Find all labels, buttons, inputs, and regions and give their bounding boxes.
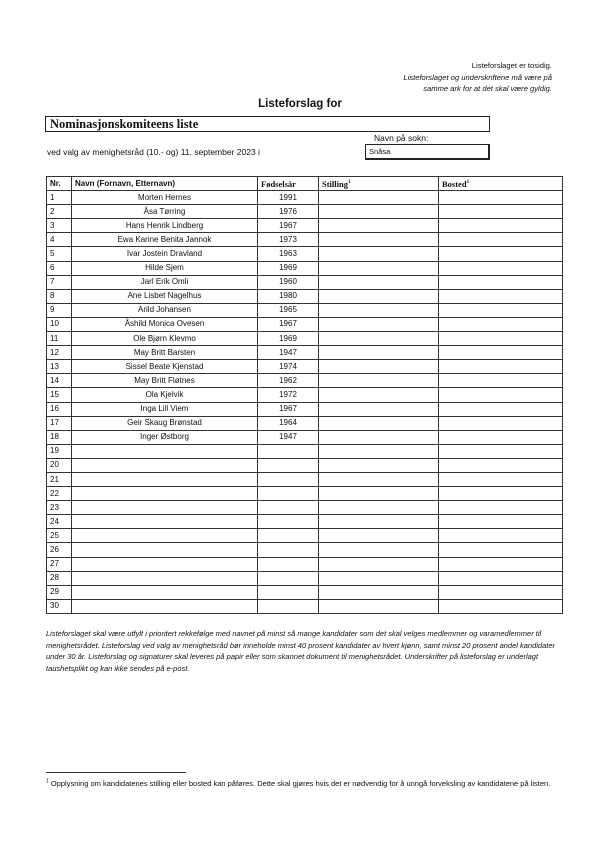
residence-cell[interactable]	[439, 599, 563, 613]
birth-year[interactable]: 1967	[258, 219, 319, 233]
residence-cell[interactable]	[439, 374, 563, 388]
residence-cell[interactable]	[439, 472, 563, 486]
residence-cell[interactable]	[439, 205, 563, 219]
position-cell[interactable]	[319, 501, 439, 515]
candidate-name[interactable]: May Britt Barsten	[72, 346, 258, 360]
footnote-divider	[46, 772, 186, 773]
position-cell[interactable]	[319, 388, 439, 402]
residence-cell[interactable]	[439, 261, 563, 275]
birth-year[interactable]	[258, 599, 319, 613]
position-cell[interactable]	[319, 303, 439, 317]
candidate-name[interactable]: Hans Henrik Lindberg	[72, 219, 258, 233]
residence-cell[interactable]	[439, 543, 563, 557]
position-cell[interactable]	[319, 585, 439, 599]
birth-year[interactable]: 1960	[258, 275, 319, 289]
election-text: ved valg av menighetsråd (10.- og) 11. september 2023 i	[47, 147, 260, 157]
birth-year[interactable]	[258, 472, 319, 486]
residence-cell[interactable]	[439, 360, 563, 374]
position-cell[interactable]	[319, 543, 439, 557]
position-cell[interactable]	[319, 430, 439, 444]
row-number: 21	[47, 472, 72, 486]
birth-year[interactable]: 1974	[258, 360, 319, 374]
birth-year[interactable]: 1972	[258, 388, 319, 402]
birth-year[interactable]: 1962	[258, 374, 319, 388]
row-number: 11	[47, 332, 72, 346]
residence-cell[interactable]	[439, 233, 563, 247]
residence-cell[interactable]	[439, 571, 563, 585]
row-number: 12	[47, 346, 72, 360]
residence-cell[interactable]	[439, 219, 563, 233]
candidate-name[interactable]	[72, 501, 258, 515]
candidate-name[interactable]: Ewa Karine Benita Jannok	[72, 233, 258, 247]
row-number: 4	[47, 233, 72, 247]
residence-cell[interactable]	[439, 557, 563, 571]
residence-cell[interactable]	[439, 346, 563, 360]
birth-year[interactable]	[258, 458, 319, 472]
birth-year[interactable]: 1969	[258, 332, 319, 346]
table-row	[47, 346, 563, 360]
row-number: 25	[47, 529, 72, 543]
birth-year[interactable]: 1965	[258, 303, 319, 317]
position-cell[interactable]	[319, 458, 439, 472]
birth-year[interactable]: 1947	[258, 346, 319, 360]
position-cell[interactable]	[319, 571, 439, 585]
table-row	[47, 501, 563, 515]
instructions-text: Listeforslaget skal være utfylt i prioritert rekkefølge med navnet på minst så mange kandidater som det skal velges medlemmer og varamedlemmer til menighetsrådet. Listeforslag ved valg av menighetsråd bør inneholde minst 40 prosent kandidater av hvert kjønn, samt minst 20 prosent andel kandidater under 30 år. Listeforslag og signaturer skal leveres på papir eller som skannet dokument til menighetsrådet. Underskrifter på listeforslag er underlagt taushetsplikt og kan ikke sendes på e-post.	[46, 629, 556, 673]
sokn-label: Navn på sokn:	[374, 133, 429, 143]
candidate-name[interactable]: Ola Kjelvik	[72, 388, 258, 402]
residence-cell[interactable]	[439, 501, 563, 515]
position-cell[interactable]	[319, 205, 439, 219]
birth-year[interactable]: 1967	[258, 317, 319, 331]
position-cell[interactable]	[319, 191, 439, 205]
candidate-name[interactable]: Ivar Jostein Dravland	[72, 247, 258, 261]
position-cell[interactable]	[319, 261, 439, 275]
header-name: Navn (Fornavn, Etternavn)	[72, 177, 258, 191]
table-row	[47, 585, 563, 599]
table-row	[47, 332, 563, 346]
candidate-name[interactable]	[72, 458, 258, 472]
position-cell[interactable]	[319, 247, 439, 261]
row-number: 20	[47, 458, 72, 472]
birth-year[interactable]: 1976	[258, 205, 319, 219]
birth-year[interactable]	[258, 444, 319, 458]
candidate-name[interactable]: May Britt Fløtnes	[72, 374, 258, 388]
row-number: 8	[47, 289, 72, 303]
table-row	[47, 557, 563, 571]
position-cell[interactable]	[319, 472, 439, 486]
birth-year[interactable]	[258, 543, 319, 557]
birth-year[interactable]: 1991	[258, 191, 319, 205]
position-cell[interactable]	[319, 219, 439, 233]
row-number: 28	[47, 571, 72, 585]
sokn-field[interactable]: Snåsa	[365, 144, 490, 160]
candidate-name[interactable]: Ole Bjørn Klevmo	[72, 332, 258, 346]
footnote-ref: 1	[466, 179, 470, 185]
table-row	[47, 402, 563, 416]
birth-year[interactable]: 1969	[258, 261, 319, 275]
candidate-name[interactable]: Arild Johansen	[72, 303, 258, 317]
residence-cell[interactable]	[439, 416, 563, 430]
residence-cell[interactable]	[439, 247, 563, 261]
residence-cell[interactable]	[439, 444, 563, 458]
row-number: 23	[47, 501, 72, 515]
position-cell[interactable]	[319, 444, 439, 458]
header-year: Fødselsår	[258, 177, 319, 191]
footnote-ref: 1	[347, 179, 351, 185]
candidate-name[interactable]	[72, 515, 258, 529]
row-number: 17	[47, 416, 72, 430]
position-cell[interactable]	[319, 233, 439, 247]
list-name-field[interactable]: Nominasjonskomiteens liste	[45, 116, 490, 132]
position-cell[interactable]	[319, 275, 439, 289]
row-number: 29	[47, 585, 72, 599]
candidate-name[interactable]	[72, 487, 258, 501]
birth-year[interactable]: 1963	[258, 247, 319, 261]
position-cell[interactable]	[319, 317, 439, 331]
candidate-name[interactable]	[72, 529, 258, 543]
birth-year[interactable]	[258, 487, 319, 501]
table-row	[47, 374, 563, 388]
row-number: 26	[47, 543, 72, 557]
header-position: Stilling$^1$	[319, 177, 439, 191]
birth-year[interactable]: 1973	[258, 233, 319, 247]
candidate-name[interactable]: Jarl Erik Omli	[72, 275, 258, 289]
candidate-name[interactable]: Inger Østborg	[72, 430, 258, 444]
row-number: 18	[47, 430, 72, 444]
candidate-name[interactable]: Åsa Tørring	[72, 205, 258, 219]
candidate-name[interactable]: Hilde Sjem	[72, 261, 258, 275]
table-row	[47, 388, 563, 402]
top-note-line-3: samme ark for at det skal være gyldig.	[423, 84, 552, 93]
birth-year[interactable]	[258, 529, 319, 543]
table-row	[47, 360, 563, 374]
birth-year[interactable]	[258, 557, 319, 571]
residence-cell[interactable]	[439, 402, 563, 416]
table-row	[47, 219, 563, 233]
table-row	[47, 529, 563, 543]
position-cell[interactable]	[319, 599, 439, 613]
birth-year[interactable]: 1947	[258, 430, 319, 444]
birth-year[interactable]	[258, 501, 319, 515]
position-cell[interactable]	[319, 529, 439, 543]
table-row	[47, 416, 563, 430]
table-row	[47, 303, 563, 317]
row-number: 6	[47, 261, 72, 275]
candidate-name[interactable]: Inga Lill Viem	[72, 402, 258, 416]
birth-year[interactable]	[258, 585, 319, 599]
position-cell[interactable]	[319, 402, 439, 416]
row-number: 2	[47, 205, 72, 219]
candidate-name[interactable]: Sissel Beate Kjenstad	[72, 360, 258, 374]
birth-year[interactable]: 1980	[258, 289, 319, 303]
residence-cell[interactable]	[439, 191, 563, 205]
row-number: 24	[47, 515, 72, 529]
footnote	[46, 778, 562, 789]
position-cell[interactable]	[319, 332, 439, 346]
candidate-name[interactable]: Morten Hernes	[72, 191, 258, 205]
position-cell[interactable]	[319, 374, 439, 388]
table-row	[47, 444, 563, 458]
candidate-name[interactable]	[72, 585, 258, 599]
row-number: 15	[47, 388, 72, 402]
position-cell[interactable]	[319, 557, 439, 571]
table-row	[47, 543, 563, 557]
table-row	[47, 430, 563, 444]
candidate-name[interactable]	[72, 571, 258, 585]
candidate-name[interactable]	[72, 599, 258, 613]
candidate-name[interactable]	[72, 543, 258, 557]
row-number: 9	[47, 303, 72, 317]
table-row	[47, 289, 563, 303]
position-cell[interactable]	[319, 360, 439, 374]
table-row	[47, 472, 563, 486]
top-note-line-1: Listeforslaget er tosidig.	[471, 61, 552, 70]
birth-year[interactable]	[258, 515, 319, 529]
table-row	[47, 247, 563, 261]
residence-cell[interactable]	[439, 332, 563, 346]
table-row	[47, 275, 563, 289]
row-number: 16	[47, 402, 72, 416]
birth-year[interactable]: 1964	[258, 416, 319, 430]
residence-cell[interactable]	[439, 529, 563, 543]
table-row	[47, 233, 563, 247]
top-note	[403, 60, 552, 95]
row-number: 22	[47, 487, 72, 501]
candidate-name[interactable]: Ane Lisbet Nagelhus	[72, 289, 258, 303]
table-row	[47, 487, 563, 501]
table-header-row	[47, 177, 563, 191]
position-cell[interactable]	[319, 487, 439, 501]
row-number: 13	[47, 360, 72, 374]
table-row	[47, 599, 563, 613]
residence-cell[interactable]	[439, 275, 563, 289]
residence-cell[interactable]	[439, 430, 563, 444]
row-number: 10	[47, 317, 72, 331]
row-number: 7	[47, 275, 72, 289]
birth-year[interactable]: 1967	[258, 402, 319, 416]
row-number: 14	[47, 374, 72, 388]
residence-cell[interactable]	[439, 458, 563, 472]
position-cell[interactable]	[319, 346, 439, 360]
candidate-table	[46, 176, 563, 614]
residence-cell[interactable]	[439, 515, 563, 529]
candidate-name[interactable]	[72, 557, 258, 571]
row-number: 27	[47, 557, 72, 571]
position-cell[interactable]	[319, 515, 439, 529]
candidate-name[interactable]: Geir Skaug Brønstad	[72, 416, 258, 430]
position-cell[interactable]	[319, 416, 439, 430]
table-row	[47, 515, 563, 529]
residence-cell[interactable]	[439, 289, 563, 303]
table-row	[47, 571, 563, 585]
residence-cell[interactable]	[439, 317, 563, 331]
row-number: 19	[47, 444, 72, 458]
page-title: Listeforslag for	[258, 98, 342, 110]
position-cell[interactable]	[319, 289, 439, 303]
table-row	[47, 317, 563, 331]
row-number: 5	[47, 247, 72, 261]
row-number: 3	[47, 219, 72, 233]
candidate-name[interactable]	[72, 444, 258, 458]
candidate-name[interactable]	[72, 472, 258, 486]
table-row	[47, 261, 563, 275]
header-residence: Bosted$^1$	[439, 177, 563, 191]
footnote-text: Opplysning om kandidatenes stilling eller bosted kan påføres. Dette skal gjøres hvis det er nødvendig for å unngå forveksling av kandidatene på listen.	[48, 779, 551, 788]
table-row	[47, 458, 563, 472]
table-row	[47, 205, 563, 219]
residence-cell[interactable]	[439, 388, 563, 402]
row-number: 30	[47, 599, 72, 613]
birth-year[interactable]	[258, 571, 319, 585]
row-number: 1	[47, 191, 72, 205]
top-note-line-2: Listeforslaget og underskriftene må være på	[403, 72, 552, 82]
table-row	[47, 191, 563, 205]
candidate-name[interactable]: Åshild Monica Ovesen	[72, 317, 258, 331]
header-nr: Nr.	[47, 177, 72, 191]
footnote-mark: 1	[46, 778, 49, 785]
residence-cell[interactable]	[439, 303, 563, 317]
residence-cell[interactable]	[439, 585, 563, 599]
residence-cell[interactable]	[439, 487, 563, 501]
